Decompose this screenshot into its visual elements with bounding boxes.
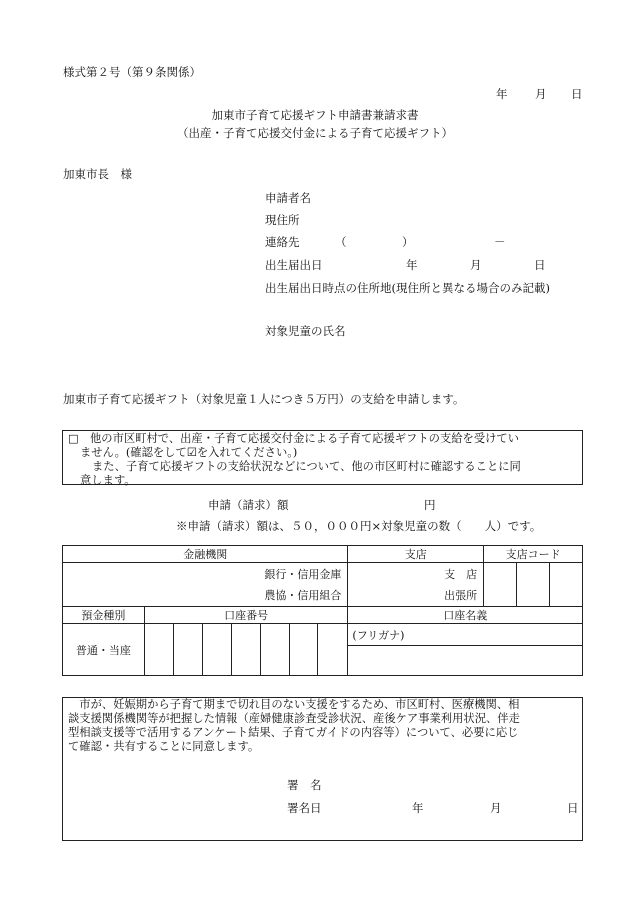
account-holder-header: 口座名義 <box>348 607 583 624</box>
birth-address-label: 出生届出日時点の住所地(現住所と異なる場合のみ記載) <box>265 281 550 295</box>
institution-header: 金融機関 <box>63 546 348 563</box>
signature-label[interactable]: 署 名 <box>287 778 322 792</box>
branch-header: 支店 <box>348 546 484 563</box>
account-digit-6[interactable] <box>289 624 318 676</box>
account-digit-7[interactable] <box>318 624 348 676</box>
contact-close-paren: ） <box>402 235 414 249</box>
account-digit-4[interactable] <box>231 624 260 676</box>
page-subtitle: （出産・子育て応援交付金による子育て応援ギフト） <box>177 126 453 140</box>
account-number-header: 口座番号 <box>144 607 348 624</box>
consent-line-1: 市が、妊娠期から子育て期まで切れ目のない支援をするため、市区町村、医療機関、相 <box>68 698 520 711</box>
child-name-label: 対象児童の氏名 <box>265 324 346 338</box>
addressee: 加東市長 様 <box>63 167 132 181</box>
signature-date-label[interactable]: 署名日 <box>287 801 322 815</box>
applicant-contact-label: 連絡先 <box>265 235 300 249</box>
branch-code-digit-3[interactable] <box>550 563 583 607</box>
confirmation-line-4: 意します。 <box>80 474 136 487</box>
signature-day-label: 日 <box>567 801 579 815</box>
account-digit-5[interactable] <box>260 624 289 676</box>
deposit-type-header: 預金種別 <box>63 607 145 624</box>
consent-line-2: 談支援関係機関等が把握した情報（産婦健康診査受診状況、産後ケア事業利用状況、伴走 <box>68 712 520 725</box>
bank-type-cell[interactable] <box>63 563 348 607</box>
branch-code-digit-2[interactable] <box>517 563 550 607</box>
date-day-label: 日 <box>571 87 583 101</box>
signature-month-label: 月 <box>490 801 502 815</box>
bank-info-table <box>62 545 583 676</box>
account-holder-field[interactable] <box>348 646 583 676</box>
birth-date-label: 出生届出日 <box>265 258 323 272</box>
amount-label: 申請（請求）額 <box>208 498 289 512</box>
account-digit-3[interactable] <box>202 624 231 676</box>
applicant-name-label: 申請者名 <box>265 191 311 205</box>
bank-type-option-2: 農協・信用組合 <box>264 588 342 602</box>
amount-unit: 円 <box>424 498 436 512</box>
signature-year-label: 年 <box>412 801 424 815</box>
birth-year-label: 年 <box>406 258 418 272</box>
birth-day-label: 日 <box>534 258 546 272</box>
bank-type-option-1: 銀行・信用金庫 <box>264 567 342 581</box>
page-title: 加東市子育て応援ギフト申請書兼請求書 <box>211 108 419 122</box>
furigana-field[interactable]: (フリガナ) <box>348 624 583 646</box>
consent-line-4: て確認・共有することに同意します。 <box>68 740 260 753</box>
confirmation-line-1[interactable]: □ 他の市区町村で、出産・子育て応援交付金による子育て応援ギフトの支給を受けてい <box>68 432 520 445</box>
date-month-label: 月 <box>535 87 547 101</box>
amount-note: ※申請（請求）額は、５０，０００円×対象児童の数（ 人）です。 <box>176 519 542 533</box>
contact-open-paren: （ <box>335 235 347 249</box>
branch-type-option-2: 出張所 <box>444 588 478 602</box>
application-statement: 加東市子育て応援ギフト（対象児童１人につき５万円）の支給を申請します。 <box>63 392 465 406</box>
confirmation-line-2: ません。(確認をして☑を入れてください。) <box>80 446 298 459</box>
branch-code-header: 支店コード <box>484 546 583 563</box>
branch-code-digit-1[interactable] <box>484 563 517 607</box>
contact-dash: － <box>494 235 506 249</box>
applicant-address-label: 現住所 <box>265 213 300 227</box>
account-digit-1[interactable] <box>144 624 173 676</box>
branch-type-cell[interactable] <box>348 563 484 607</box>
branch-type-option-1: 支 店 <box>444 567 478 581</box>
confirmation-line-3: また、子育て応援ギフトの支給状況などについて、他の市区町村に確認することに同 <box>92 460 521 473</box>
account-digit-2[interactable] <box>173 624 202 676</box>
consent-line-3: 型相談支援等で活用するアンケート結果、子育てガイドの内容等）について、必要に応じ <box>68 726 519 739</box>
deposit-type-value[interactable]: 普通・当座 <box>63 624 145 676</box>
date-year-label: 年 <box>496 87 508 101</box>
birth-month-label: 月 <box>470 258 482 272</box>
form-number: 様式第２号（第９条関係） <box>63 65 201 79</box>
